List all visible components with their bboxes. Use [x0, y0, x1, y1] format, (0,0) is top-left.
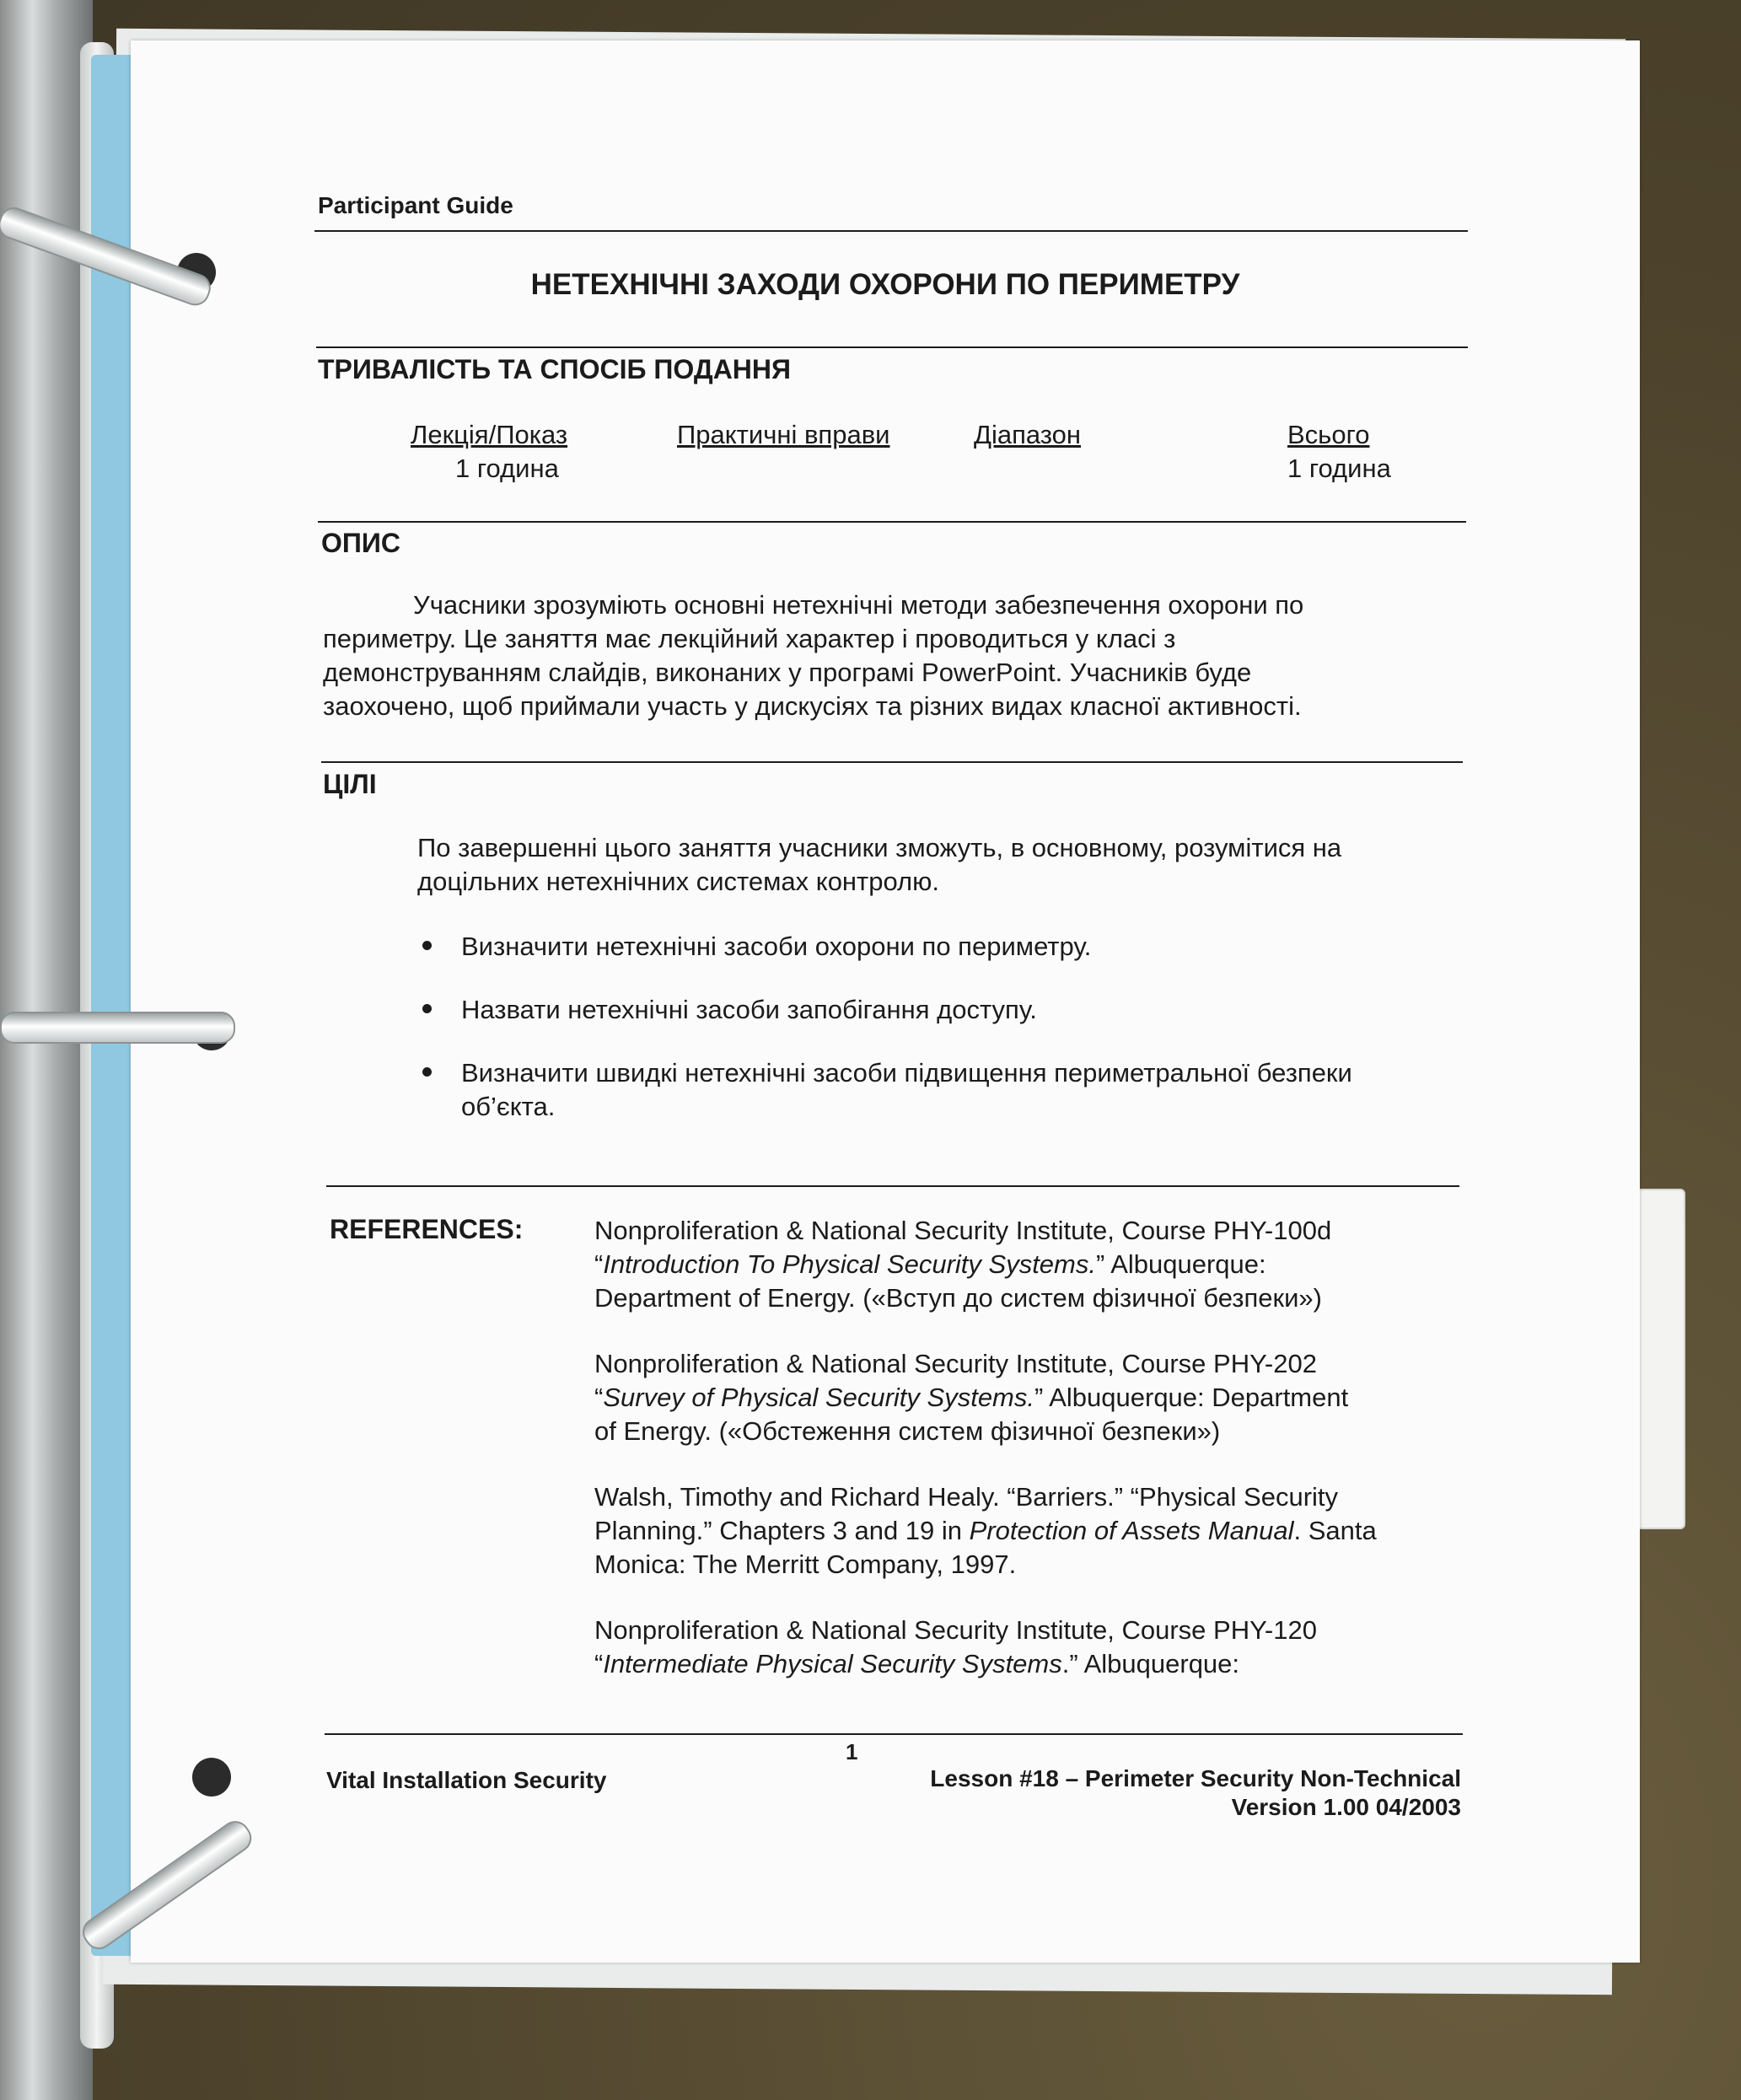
reference-line: Nonproliferation & National Security Institute, Course PHY-202	[594, 1349, 1317, 1378]
duration-col-range-label: Діапазон	[974, 420, 1082, 449]
description-line: периметру. Це заняття має лекційний характер і проводиться у класі з	[323, 624, 1176, 653]
reference-line: Walsh, Timothy and Richard Healy. “Barriers.” “Physical Security	[594, 1482, 1339, 1512]
binder-ring	[0, 1012, 235, 1044]
description-line: демонструванням слайдів, виконаних у програмі PowerPoint. Учасників буде	[323, 658, 1252, 687]
section-rule	[321, 761, 1463, 763]
reference-line: Department of Energy. («Вступ до систем фізичної безпеки»)	[594, 1283, 1322, 1313]
footer-version: Version 1.00 04/2003	[1231, 1794, 1461, 1820]
footer-rule	[325, 1733, 1463, 1735]
references-heading: REFERENCES:	[330, 1214, 524, 1244]
duration-col-practice-label: Практичні вправи	[677, 420, 890, 449]
footer-lesson-title: Lesson #18 – Perimeter Security Non-Technical	[930, 1765, 1461, 1791]
footer-course-title: Vital Installation Security	[326, 1767, 607, 1793]
reference-line: of Energy. («Обстеження систем фізичної безпеки»)	[594, 1416, 1221, 1446]
page-number: 1	[846, 1739, 858, 1764]
goal-bullet-item-continued: об’єкта.	[461, 1092, 556, 1121]
goals-intro-line: доцільних нетехнічних системах контролю.	[417, 867, 940, 896]
section-rule	[316, 346, 1468, 348]
bullet-dot	[422, 1004, 432, 1013]
participant-guide-label: Participant Guide	[318, 192, 513, 218]
duration-col-total-value: 1 година	[1287, 454, 1391, 483]
reference-line: “Survey of Physical Security Systems.” Albuquerque: Department	[594, 1383, 1349, 1412]
duration-col-lecture-value: 1 година	[455, 454, 559, 483]
description-line: заохочено, щоб приймали участь у дискусіях та різних видах класної активності.	[323, 691, 1302, 721]
description-heading: ОПИС	[321, 528, 400, 558]
duration-col-lecture-label: Лекція/Показ	[411, 420, 568, 449]
goals-heading: ЦІЛІ	[323, 769, 377, 799]
goals-intro-line: По завершенні цього заняття учасники зможуть, в основному, розумітися на	[417, 833, 1342, 862]
reference-line: “Introduction To Physical Security Systems.” Albuquerque:	[594, 1249, 1266, 1279]
reference-line: Planning.” Chapters 3 and 19 in Protection of Assets Manual. Santa	[594, 1516, 1377, 1545]
section-rule	[326, 1185, 1459, 1187]
duration-col-total-label: Всього	[1287, 420, 1370, 449]
reference-line: Monica: The Merritt Company, 1997.	[594, 1549, 1017, 1579]
header-rule	[314, 230, 1468, 232]
bullet-dot	[422, 941, 432, 950]
section-rule	[318, 521, 1466, 523]
goal-bullet-item: Визначити нетехнічні засоби охорони по периметру.	[461, 932, 1092, 961]
reference-line: “Intermediate Physical Security Systems.” Albuquerque:	[594, 1649, 1240, 1678]
page-title: НЕТЕХНІЧНІ ЗАХОДИ ОХОРОНИ ПО ПЕРИМЕТРУ	[530, 268, 1240, 301]
document-page	[131, 40, 1640, 1963]
bullet-dot	[422, 1067, 432, 1077]
punch-hole	[192, 1758, 231, 1797]
goal-bullet-item: Назвати нетехнічні засоби запобігання доступу.	[461, 995, 1037, 1024]
goal-bullet-item: Визначити швидкі нетехнічні засоби підвищення периметральної безпеки	[461, 1058, 1352, 1088]
description-line: Учасники зрозуміють основні нетехнічні методи забезпечення охорони по	[413, 590, 1304, 620]
binder-plate	[0, 0, 93, 2100]
duration-heading: ТРИВАЛІСТЬ ТА СПОСІБ ПОДАННЯ	[318, 354, 792, 384]
reference-line: Nonproliferation & National Security Institute, Course PHY-120	[594, 1615, 1317, 1645]
reference-line: Nonproliferation & National Security Institute, Course PHY-100d	[594, 1216, 1332, 1245]
